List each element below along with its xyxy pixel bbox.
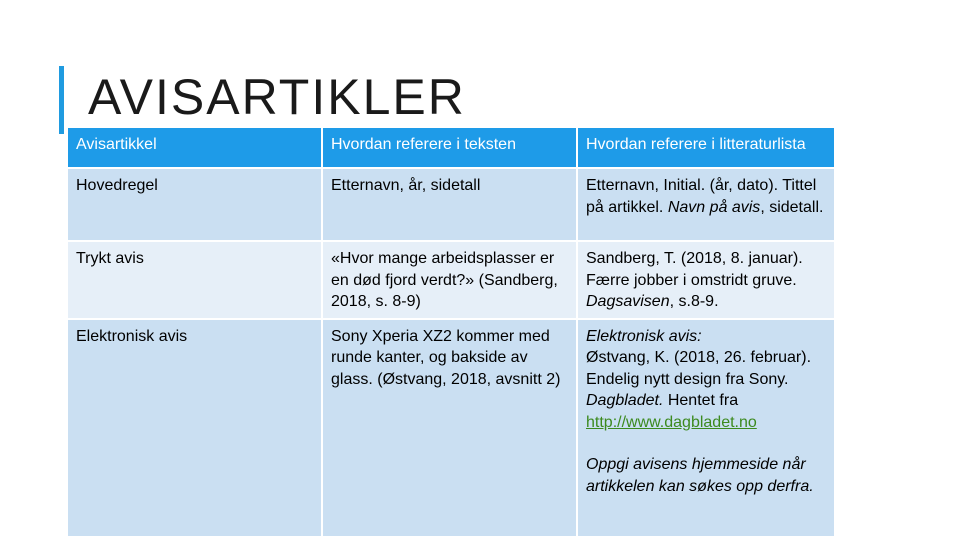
cell-reference-list	[578, 242, 834, 320]
ref-text: Sandberg, T. (2018, 8. januar). Færre jobber i omstridt gruve.	[586, 250, 803, 289]
ref-text: Østvang, K. (2018, 26. februar). Endelig nytt design fra Sony.	[586, 349, 812, 388]
cell-in-text: «Hvor mange arbeidsplasser er en død fjord verdt?» (Sandberg, 2018, s. 8-9)	[323, 242, 578, 320]
cell-reference-list	[578, 320, 834, 538]
cell-type: Hovedregel	[68, 169, 323, 242]
title-accent-bar	[59, 66, 64, 134]
table-row-electronic-newspaper	[68, 320, 834, 538]
cell-in-text: Etternavn, år, sidetall	[323, 169, 578, 242]
ref-newspaper-name: Dagsavisen	[586, 293, 670, 310]
ref-link[interactable]: http://www.dagbladet.no	[586, 413, 757, 431]
column-header-reference-list: Hvordan referere i litteraturlista	[578, 128, 834, 169]
ref-text-end: , sidetall.	[760, 198, 824, 216]
ref-text-end: Hentet fra	[663, 392, 739, 409]
table-header-row	[68, 128, 834, 169]
newspaper-reference-table	[68, 128, 834, 538]
ref-note: Oppgi avisens hjemmeside når artikkelen kan søkes opp derfra.	[586, 456, 814, 495]
cell-type: Elektronisk avis	[68, 320, 323, 538]
table-row-print-newspaper	[68, 242, 834, 320]
ref-label: Elektronisk avis:	[586, 327, 702, 345]
table-row-main-rule	[68, 169, 834, 242]
ref-newspaper-name: Dagbladet.	[586, 392, 664, 409]
column-header-in-text: Hvordan referere i teksten	[323, 128, 578, 169]
column-header-article: Avisartikkel	[68, 128, 323, 169]
ref-text: Etternavn, Initial. (år, dato). Tittel på artikkel.	[586, 177, 817, 216]
ref-text-end: , s.8-9.	[669, 293, 719, 310]
cell-reference-list	[578, 169, 834, 242]
slide-title: AVISARTIKLER	[88, 69, 466, 125]
cell-in-text: Sony Xperia XZ2 kommer med runde kanter, og bakside av glass. (Østvang, 2018, avsnitt 2)	[323, 320, 578, 538]
ref-newspaper-name: Navn på avis	[667, 198, 761, 216]
cell-type: Trykt avis	[68, 242, 323, 320]
